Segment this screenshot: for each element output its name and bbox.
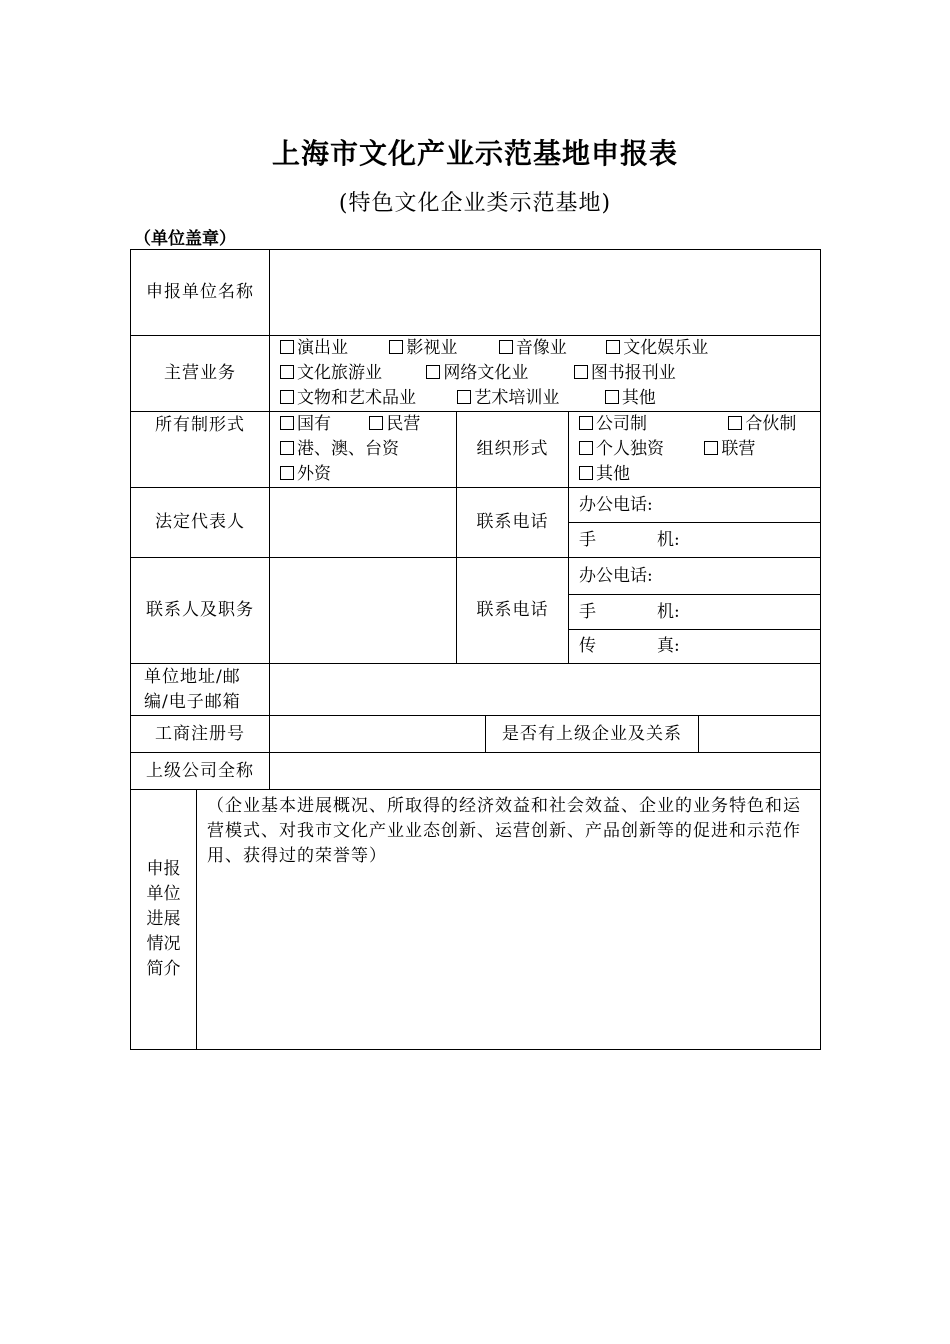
parent-relation-label: 是否有上级企业及关系 xyxy=(486,716,699,753)
option-performance[interactable]: 演出业 xyxy=(280,336,384,361)
option-other-business[interactable]: 其他 xyxy=(605,386,656,411)
option-foreign[interactable]: 外资 xyxy=(280,462,331,487)
checkbox-icon xyxy=(280,390,294,404)
intro-field[interactable] xyxy=(197,790,821,1050)
checkbox-icon xyxy=(606,340,620,354)
checkbox-icon xyxy=(426,365,440,379)
checkbox-icon xyxy=(605,390,619,404)
option-cultural-tourism[interactable]: 文化旅游业 xyxy=(280,361,421,386)
option-joint-venture[interactable]: 联营 xyxy=(704,437,755,462)
checkbox-icon xyxy=(574,365,588,379)
contact-mobile[interactable]: 手 机: xyxy=(569,595,821,630)
application-form-table xyxy=(130,249,821,1050)
option-company[interactable]: 公司制 xyxy=(579,412,723,437)
address-label: 单位地址/邮编/电子邮箱 xyxy=(131,664,270,716)
contact-fax[interactable]: 传 真: xyxy=(569,630,821,664)
ownership-options xyxy=(270,412,457,488)
contact-office-phone[interactable]: 办公电话: xyxy=(569,558,821,595)
registration-field[interactable] xyxy=(270,716,486,753)
intro-label: 申报单位进展情况简介 xyxy=(131,790,197,1050)
checkbox-icon xyxy=(280,340,294,354)
checkbox-icon xyxy=(704,441,718,455)
contact-field[interactable] xyxy=(270,558,457,664)
parent-relation-field[interactable] xyxy=(699,716,821,753)
checkbox-icon xyxy=(579,466,593,480)
legal-rep-field[interactable] xyxy=(270,488,457,558)
option-audio-video[interactable]: 音像业 xyxy=(499,336,601,361)
checkbox-icon xyxy=(280,416,294,430)
option-entertainment[interactable]: 文化娱乐业 xyxy=(606,336,708,361)
parent-name-field[interactable] xyxy=(270,753,821,790)
address-field[interactable] xyxy=(270,664,821,716)
checkbox-icon xyxy=(280,441,294,455)
org-form-options xyxy=(569,412,821,488)
ownership-label: 所有制形式 xyxy=(131,412,270,488)
contact-phone-label: 联系电话 xyxy=(457,558,569,664)
checkbox-icon xyxy=(389,340,403,354)
unit-name-field[interactable] xyxy=(270,250,821,336)
registration-label: 工商注册号 xyxy=(131,716,270,753)
legal-rep-office-phone[interactable]: 办公电话: xyxy=(569,488,821,523)
option-sole-proprietor[interactable]: 个人独资 xyxy=(579,437,699,462)
option-online-culture[interactable]: 网络文化业 xyxy=(426,361,568,386)
checkbox-icon xyxy=(579,416,593,430)
org-form-label: 组织形式 xyxy=(457,412,569,488)
intro-note: （企业基本进展概况、所取得的经济效益和社会效益、企业的业务特色和运营模式、对我市文化产业业态创新、运营创新、产品创新等的促进和示范作用、获得过的荣誉等） xyxy=(207,796,801,866)
option-private[interactable]: 民营 xyxy=(369,412,420,437)
option-art-training[interactable]: 艺术培训业 xyxy=(457,386,599,411)
legal-rep-mobile[interactable]: 手 机: xyxy=(569,523,821,558)
checkbox-icon xyxy=(728,416,742,430)
checkbox-icon xyxy=(369,416,383,430)
contact-label: 联系人及职务 xyxy=(131,558,270,664)
option-partnership[interactable]: 合伙制 xyxy=(728,412,796,437)
checkbox-icon xyxy=(280,365,294,379)
option-other-org[interactable]: 其他 xyxy=(579,462,630,487)
option-hk-macao-taiwan[interactable]: 港、澳、台资 xyxy=(280,437,399,462)
unit-name-label: 申报单位名称 xyxy=(131,250,270,336)
option-state-owned[interactable]: 国有 xyxy=(280,412,364,437)
stamp-label: （单位盖章） xyxy=(134,229,236,249)
main-business-label: 主营业务 xyxy=(131,336,270,412)
form-subtitle: (特色文化企业类示范基地) xyxy=(338,191,612,216)
option-art-relics[interactable]: 文物和艺术品业 xyxy=(280,386,452,411)
checkbox-icon xyxy=(499,340,513,354)
main-business-options xyxy=(270,336,821,412)
option-film-tv[interactable]: 影视业 xyxy=(389,336,493,361)
legal-rep-label: 法定代表人 xyxy=(131,488,270,558)
legal-rep-phone-label: 联系电话 xyxy=(457,488,569,558)
checkbox-icon xyxy=(579,441,593,455)
option-publishing[interactable]: 图书报刊业 xyxy=(574,361,676,386)
form-title: 上海市文化产业示范基地申报表 xyxy=(271,137,678,170)
checkbox-icon xyxy=(457,390,471,404)
checkbox-icon xyxy=(280,466,294,480)
parent-name-label: 上级公司全称 xyxy=(131,753,270,790)
